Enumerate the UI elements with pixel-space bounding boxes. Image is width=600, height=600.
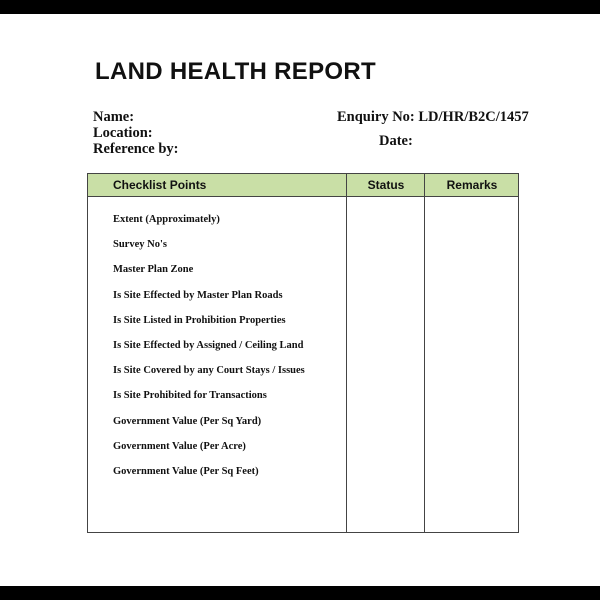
report-page xyxy=(0,14,600,586)
checklist-row: Master Plan Zone xyxy=(113,264,194,276)
report-title: LAND HEALTH REPORT xyxy=(95,58,376,85)
checklist-row: Government Value (Per Sq Feet) xyxy=(113,465,259,477)
checklist-table xyxy=(87,173,519,533)
location-label: Location: xyxy=(93,125,153,141)
checklist-row: Is Site Covered by any Court Stays / Issues xyxy=(113,365,305,377)
name-label: Name: xyxy=(93,109,135,125)
checklist-row: Is Site Listed in Prohibition Properties xyxy=(113,314,286,326)
checklist-row: Government Value (Per Acre) xyxy=(113,440,246,452)
header-checklist-points: Checklist Points xyxy=(113,178,207,192)
enquiry-number: Enquiry No: LD/HR/B2C/1457 xyxy=(337,109,529,125)
header-remarks: Remarks xyxy=(446,178,498,192)
table-header xyxy=(88,174,518,197)
column-divider-status xyxy=(346,174,347,532)
checklist-row: Survey No's xyxy=(113,239,167,251)
client-fields xyxy=(93,109,179,157)
checklist-rows xyxy=(113,214,305,491)
date-label: Date: xyxy=(379,133,413,149)
checklist-row: Is Site Effected by Master Plan Roads xyxy=(113,289,283,301)
header-status: Status xyxy=(367,178,405,192)
checklist-row: Extent (Approximately) xyxy=(113,214,220,225)
column-divider-remarks xyxy=(424,174,425,532)
checklist-row: Is Site Effected by Assigned / Ceiling Land xyxy=(113,339,304,351)
checklist-row: Is Site Prohibited for Transactions xyxy=(113,390,267,402)
checklist-row: Government Value (Per Sq Yard) xyxy=(113,415,262,427)
reference-label: Reference by: xyxy=(93,141,179,157)
